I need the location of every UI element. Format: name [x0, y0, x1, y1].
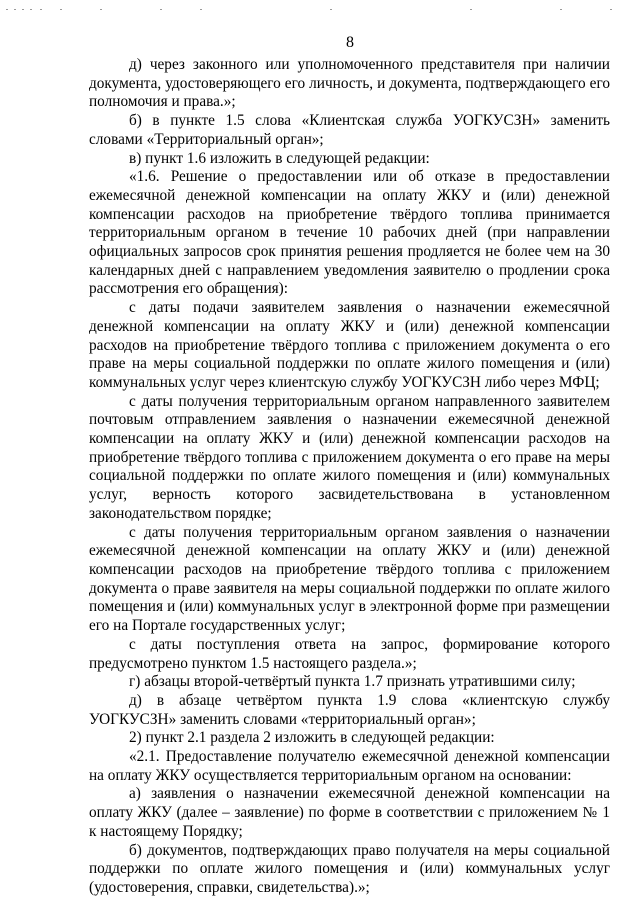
paragraph: б) документов, подтверждающих право получателя на меры социальной поддержки по оплате жилого помещения и (или) коммунальных услуг (удостоверения, справки, свидетельства).»;: [89, 841, 610, 896]
paragraph: б) в пункте 1.5 слова «Клиентская служба УОГКУСЗН» заменить словами «Территориальный орган»;: [89, 112, 610, 148]
document-body: [89, 56, 610, 898]
paragraph: в) пункт 1.6 изложить в следующей редакции:: [129, 149, 430, 167]
page-number: 8: [346, 34, 354, 51]
paragraph: с даты получения территориальным органом заявления о назначении ежемесячной денежной компенсации на оплату ЖКУ и (или) денежной компенсации расходов на приобретение твёрдого топлива с приложением документа о праве заявителя на меры социальной поддержки по оплате жилого помещения и (или) коммунальных услуг в электронной форме при размещении его на Портале государственных услуг;: [89, 523, 610, 635]
paragraph: с даты получения территориальным органом направленного заявителем почтовым отправлением заявления о назначении ежемесячной денежной компенсации на оплату ЖКУ и (или) денежной компенсации расходов на приобретение твёрдого топлива с приложением документа о его праве на меры социальной поддержки по оплате жилого помещения и (или) коммунальных услуг, верность которого засвидетельствована в установленном законодательством порядке;: [89, 392, 610, 522]
paragraph: «1.6. Решение о предоставлении или об отказе в предоставлении ежемесячной денежной компенсации на оплату ЖКУ и (или) денежной компенсации расходов на приобретение твёрдого топлива принимается территориальным органом в течение 10 рабочих дней (при направлении официальных запросов срок принятия решения продляется не более чем на 30 календарных дней с направлением уведомления заявителю о продлении срока рассмотрения его обращения):: [89, 168, 610, 298]
paragraph: 2) пункт 2.1 раздела 2 изложить в следующей редакции:: [129, 729, 495, 747]
paragraph: «2.1. Предоставление получателю ежемесячной денежной компенсации на оплату ЖКУ осуществляется территориальным органом на основании:: [89, 748, 610, 784]
scan-artifact-dots: [0, 8, 640, 12]
paragraph: д) через законного или уполномоченного представителя при наличии документа, удостоверяющего его личность, и документа, подтверждающего его полномочия и права.»;: [89, 56, 610, 111]
paragraph: с даты подачи заявителем заявления о назначении ежемесячной денежной компенсации на оплату ЖКУ и (или) денежной компенсации расходов на приобретение твёрдого топлива с приложением документа о его праве на меры социальной поддержки по оплате жилого помещения и (или) коммунальных услуг через клиентскую службу УОГКУСЗН либо через МФЦ;: [89, 299, 610, 391]
paragraph: д) в абзаце четвёртом пункта 1.9 слова «клиентскую службу УОГКУСЗН» заменить словами «территориальный орган»;: [89, 691, 610, 728]
paragraph: с даты поступления ответа на запрос, формирование которого предусмотрено пунктом 1.5 настоящего раздела.»;: [89, 635, 610, 672]
paragraph: г) абзацы второй-четвёртый пункта 1.7 признать утратившими силу;: [129, 673, 576, 691]
paragraph: а) заявления о назначении ежемесячной денежной компенсации на оплату ЖКУ (далее – заявление) по форме в соответствии с приложением № 1 к настоящему Порядку;: [89, 785, 610, 840]
